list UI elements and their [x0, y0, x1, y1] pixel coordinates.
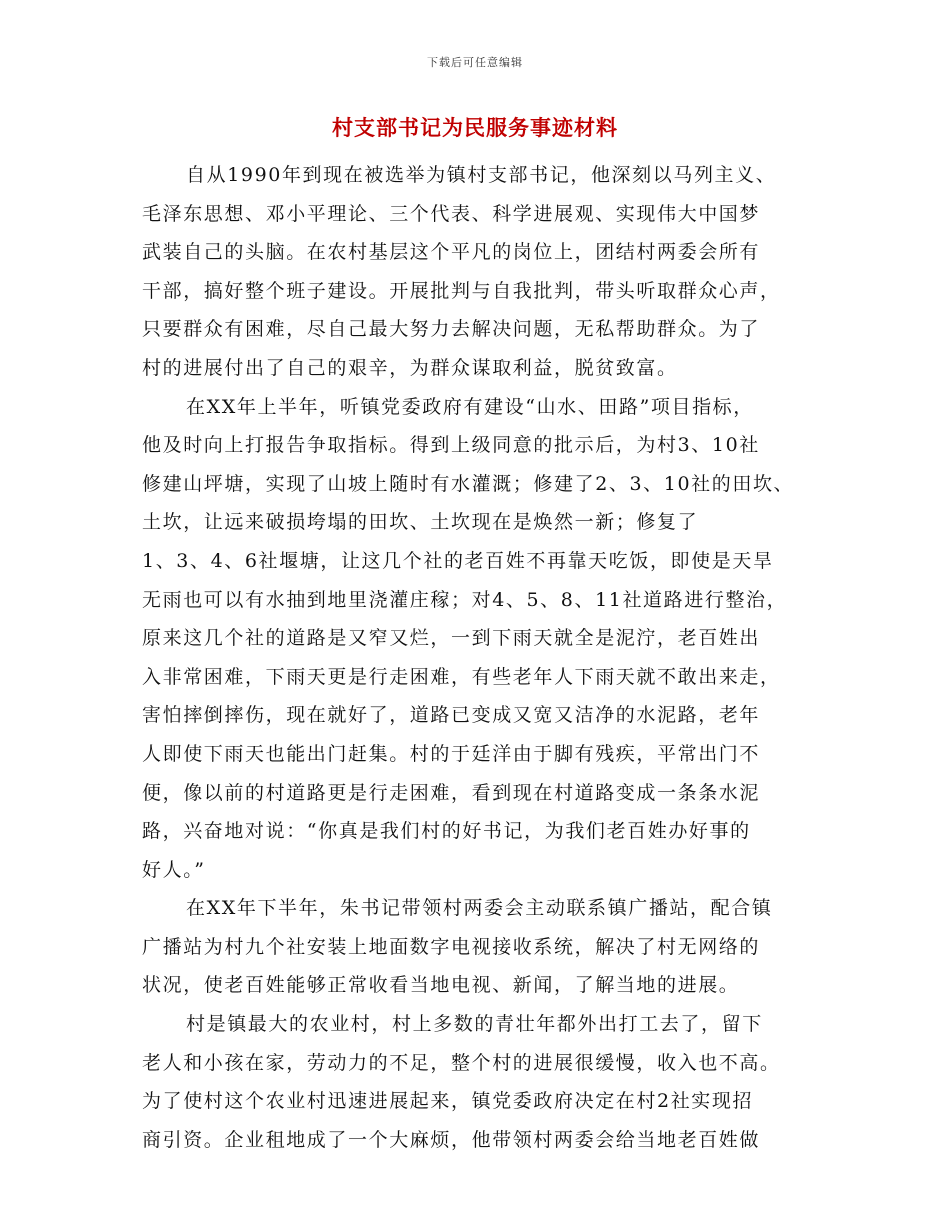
header-note: 下载后可任意编辑: [427, 56, 523, 69]
text-line: 老人和小孩在家，劳动力的不足，整个村的进展很缓慢，收入也不高。: [142, 1051, 781, 1074]
text-line: 自从1990年到现在被选举为镇村支部书记，他深刻以马列主义、: [186, 164, 777, 186]
text-line: 广播站为村九个社安装上地面数字电视接收系统，解决了村无网络的: [142, 935, 761, 958]
text-line: 害怕摔倒摔伤，现在就好了，道路已变成又宽又洁净的水泥路，老年: [142, 704, 761, 727]
text-line: 武装自己的头脑。在农村基层这个平凡的岗位上，团结村两委会所有: [142, 241, 761, 264]
body-text: [142, 156, 810, 1159]
document-title: 村支部书记为民服务事迹材料: [332, 115, 618, 140]
text-line: 商引资。企业租地成了一个大麻烦，他带领村两委会给当地老百姓做: [142, 1128, 761, 1151]
text-line: 村是镇最大的农业村，村上多数的青壮年都外出打工去了，留下: [186, 1013, 763, 1036]
text-line: 原来这几个社的道路是又窄又烂，一到下雨天就全是泥泞，老百姓出: [142, 627, 761, 650]
text-line: 路，兴奋地对说：“你真是我们村的好书记，为我们老百姓办好事的: [142, 820, 751, 843]
text-line: 在XX年下半年，朱书记带领村两委会主动联系镇广播站，配合镇: [186, 897, 773, 920]
text-line: 为了使村这个农业村迅速进展起来，镇党委政府决定在村2社实现招: [142, 1090, 754, 1113]
text-line: 入非常困难，下雨天更是行走困难，有些老年人下雨天就不敢出来走，: [142, 665, 781, 688]
text-line: 在XX年上半年，听镇党委政府有建设“山水、田路”项目指标，: [186, 395, 754, 418]
text-line: 他及时向上打报告争取指标。得到上级同意的批示后，为村3、10社: [142, 434, 760, 457]
text-line: 土坎，让远来破损垮塌的田坎、土坎现在是焕然一新；修复了: [142, 511, 699, 534]
text-line: 干部，搞好整个班子建设。开展批判与自我批判，带头听取群众心声，: [142, 279, 781, 302]
text-line: 便，像以前的村道路更是行走困难，看到现在村道路变成一条条水泥: [142, 781, 761, 804]
text-line: 人即使下雨天也能出门赶集。村的于廷洋由于脚有残疾，平常出门不: [142, 742, 761, 765]
text-line: 修建山坪塘，实现了山坡上随时有水灌溉；修建了2、3、10社的田坎、: [142, 472, 795, 495]
text-line: 村的进展付出了自己的艰辛，为群众谋取利益，脱贫致富。: [142, 356, 678, 379]
text-line: 毛泽东思想、邓小平理论、三个代表、科学进展观、实现伟大中国梦: [142, 202, 761, 225]
text-line: 好人。”: [142, 858, 206, 881]
text-line: 无雨也可以有水抽到地里浇灌庄稼；对4、5、8、11社道路进行整治，: [142, 588, 788, 611]
text-line: 1、3、4、6社堰塘，让这几个社的老百姓不再靠天吃饭，即使是天旱: [142, 549, 774, 572]
text-line: 只要群众有困难，尽自己最大努力去解决问题，无私帮助群众。为了: [142, 318, 761, 341]
text-line: 状况，使老百姓能够正常收看当地电视、新闻，了解当地的进展。: [142, 974, 740, 997]
